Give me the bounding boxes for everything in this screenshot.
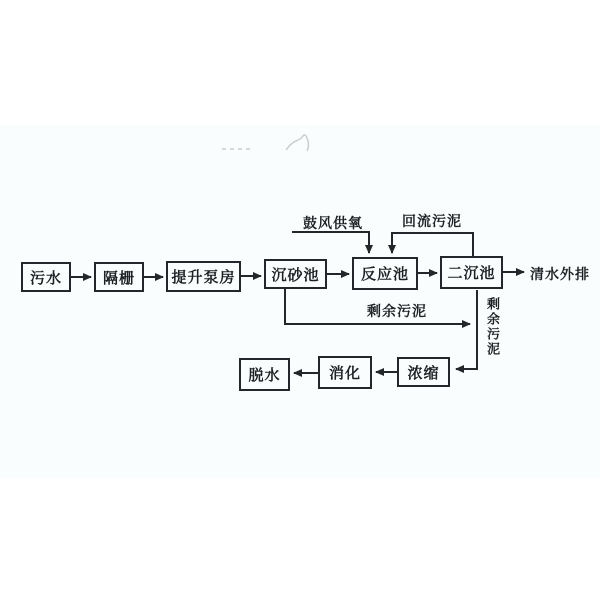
node-thickening: 浓缩: [397, 357, 450, 387]
label-blower-oxygen: 鼓风供氧: [303, 215, 363, 231]
label-return-sludge: 回流污泥: [402, 213, 462, 229]
node-bar-screen: 隔栅: [94, 262, 144, 292]
edge-blower-oxygen-to-reaction: [292, 232, 369, 253]
edge-return-sludge: [392, 233, 473, 256]
node-dewatering: 脱水: [239, 358, 290, 391]
node-lift-pump-station: 提升泵房: [166, 261, 241, 292]
watermark-artifact: [222, 135, 309, 151]
label-excess-sludge-horizontal: 剩余污泥: [367, 303, 427, 319]
node-secondary-clarifier: 二沉池: [440, 256, 503, 289]
node-grit-chamber: 沉砂池: [264, 259, 327, 289]
label-effluent-discharge: 清水外排: [530, 266, 590, 282]
node-reaction-tank: 反应池: [352, 257, 418, 290]
label-excess-sludge-vertical: 剩余污泥: [485, 297, 500, 357]
node-digestion: 消化: [318, 356, 372, 389]
node-influent: 污水: [21, 262, 71, 292]
edge-excess-sludge-to-thickening: [456, 290, 477, 369]
